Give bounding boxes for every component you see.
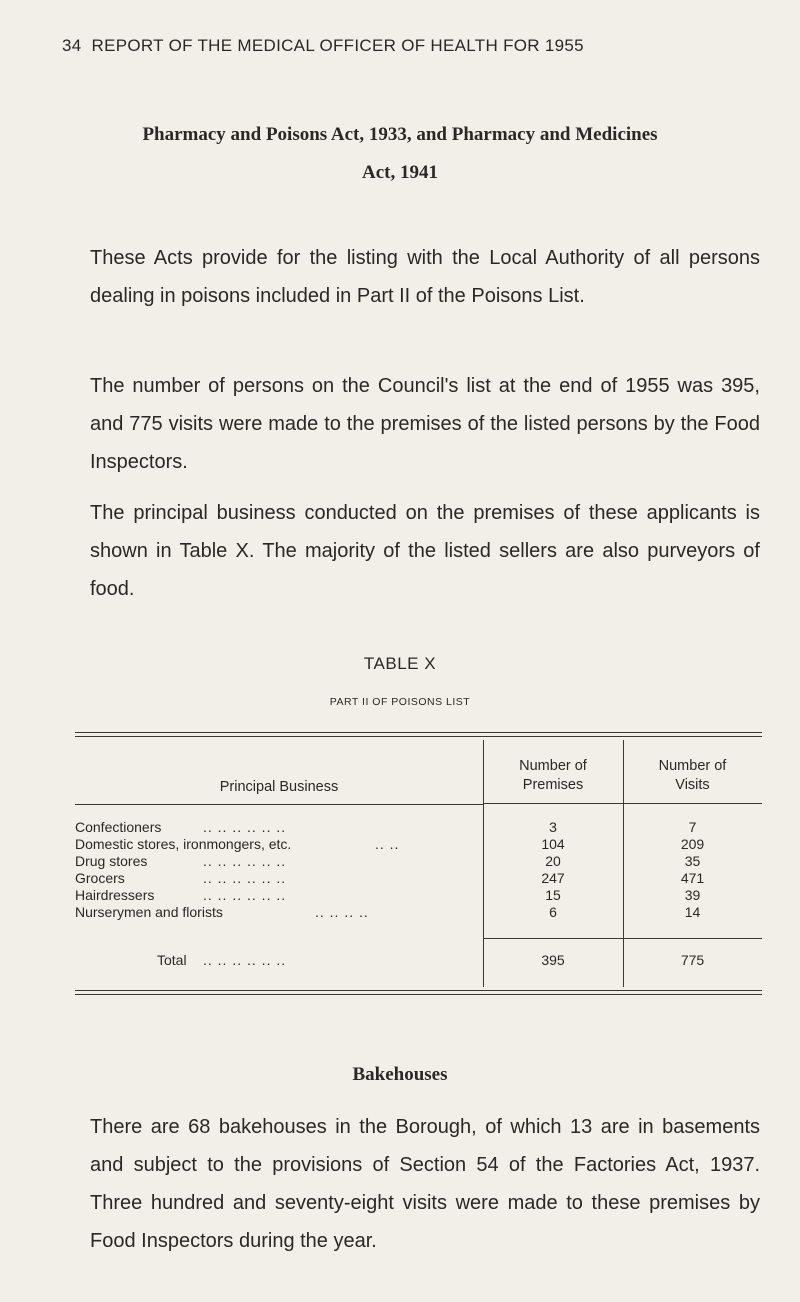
total-rule [483,938,762,939]
paragraph-acts: These Acts provide for the listing with the Local Authority of all persons dealing in poisons included in Part II of the Poisons List. [90,247,760,307]
table-row [75,887,762,904]
premises-value: 6 [549,904,557,920]
bakehouses-title: Bakehouses [352,1064,448,1085]
visits-value: 14 [684,904,701,920]
poisons-list-table [75,730,762,1000]
table-row [75,870,762,887]
total-visits-value: 775 [680,952,705,968]
table-row [75,853,762,870]
running-title: REPORT OF THE MEDICAL OFFICER OF HEALTH FOR 1955 [91,36,584,55]
total-premises-value: 395 [541,952,565,968]
paragraph-principal-business: The principal business conducted on the premises of these applicants is shown in Table X. The majority of the listed sellers are also purveyors of food. [90,502,760,600]
leader-dots: .. .. .. .. .. .. [203,887,287,903]
header-rule [483,803,762,804]
row-label: Drug stores [75,853,148,869]
total-label: Total [157,952,187,968]
premises-value: 104 [541,836,565,852]
leader-dots: .. .. .. .. .. .. [203,870,287,886]
column-header-business: Principal Business [219,779,339,795]
column-header-visits-line-1: Number of [658,758,727,774]
paragraph-bakehouses: There are 68 bakehouses in the Borough, of which 13 are in basements and subject to the provisions of Section 54 of the Factories Act, 1937. Three hundred and seventy-eight visits were made to these premises by Food Inspectors during the year. [90,1116,760,1252]
table-top-rule-inner [75,736,762,737]
table-row [75,819,762,836]
leader-dots: .. .. [375,836,400,852]
total-row [75,952,762,969]
visits-value: 35 [684,853,701,869]
table-top-rule [75,732,762,733]
leader-dots: .. .. .. .. .. .. [203,952,287,968]
paragraph-council-list: The number of persons on the Council's list at the end of 1955 was 395, and 775 visits were made to the premises of the listed persons by the Food Inspectors. [90,375,760,473]
header-rule [75,804,483,805]
row-label: Grocers [75,870,125,886]
column-header-premises [483,757,623,795]
premises-value: 3 [549,819,557,835]
premises-value: 20 [545,853,561,869]
visits-value: 471 [680,870,705,886]
table-bottom-rule [75,990,762,991]
column-header-premises-line-1: Number of [519,758,587,774]
running-head [62,36,584,56]
table-subcaption: PART II OF POISONS LIST [329,696,471,708]
table-caption: TABLE X [363,654,437,673]
visits-value: 209 [680,836,705,852]
row-label: Nurserymen and florists [75,904,223,920]
row-label: Confectioners [75,819,162,835]
visits-value: 7 [688,819,697,835]
premises-value: 247 [541,870,565,886]
page-number: 34 [62,36,82,55]
row-label: Hairdressers [75,887,155,903]
premises-value: 15 [545,887,561,903]
table-row [75,836,762,853]
table-bottom-rule-inner [75,994,762,995]
column-header-visits-line-2: Visits [675,777,710,793]
leader-dots: .. .. .. .. .. .. [203,853,287,869]
leader-dots: .. .. .. .. .. .. [203,819,287,835]
column-header-visits [623,757,762,795]
row-label: Domestic stores, ironmongers, etc. [75,836,292,852]
section-title-line-2: Act, 1941 [362,162,438,183]
table-row [75,904,762,921]
section-title-line-1: Pharmacy and Poisons Act, 1933, and Pharmacy and Medicines [142,124,658,145]
column-header-premises-line-2: Premises [522,777,584,793]
leader-dots: .. .. .. .. [315,904,369,920]
visits-value: 39 [684,887,701,903]
